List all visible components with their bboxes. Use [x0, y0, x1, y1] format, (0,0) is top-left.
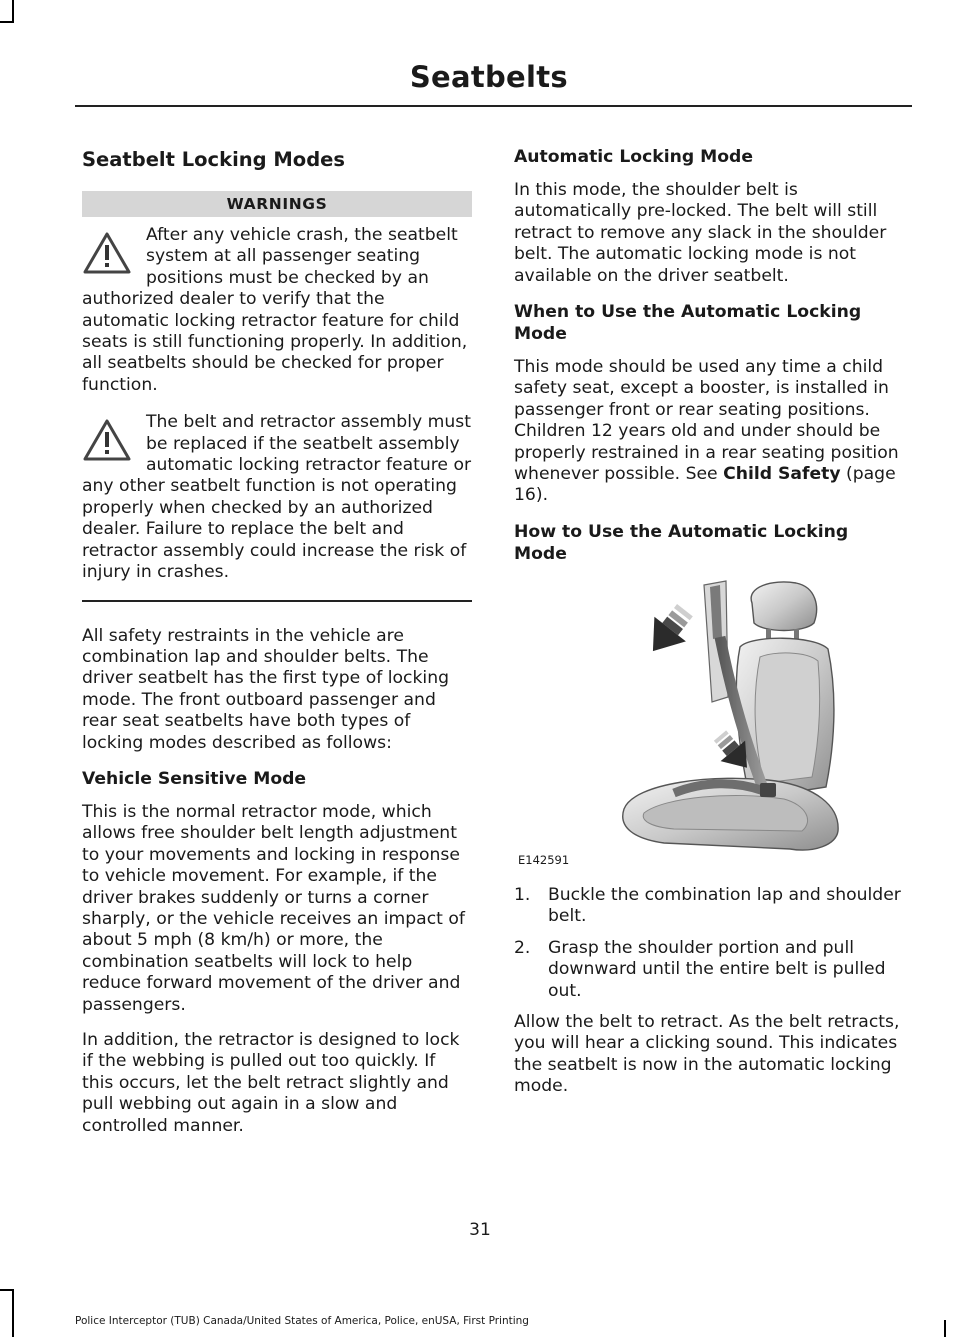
closing-paragraph: Allow the belt to retract. As the belt retracts, you will hear a clicking sound. This indicates the seatbelt is now in the automatic locking mode. — [514, 1011, 900, 1097]
warning-item — [82, 225, 472, 396]
when-to-use-paragraph — [514, 357, 904, 507]
vehicle-sensitive-heading: Vehicle Sensitive Mode — [82, 768, 307, 789]
warnings-end-rule — [82, 600, 472, 602]
list-item — [514, 938, 904, 1002]
right-column — [514, 140, 904, 1112]
warning-triangle-icon — [82, 231, 132, 275]
page-header-title: Seatbelts — [409, 60, 568, 94]
page-number: 31 — [469, 1220, 491, 1240]
how-to-use-heading: How to Use the Automatic Locking Mode — [514, 521, 849, 564]
automatic-locking-heading: Automatic Locking Mode — [514, 147, 754, 167]
vehicle-sensitive-paragraph: This is the normal retractor mode, which allows free shoulder belt length adjustment to your movements and locking in response to vehicle movement. For example, if the driver brakes suddenly or turns a corner sharply, or the vehicle receives an impact of about 5 mph (8 km/h) or more, the combination seatbelts will lock to help reduce forward movement of the driver and passengers. — [82, 801, 465, 1015]
seat-belt-illustration — [514, 577, 904, 867]
step-number: 2. — [514, 937, 531, 958]
header-rule — [75, 105, 912, 107]
list-item — [514, 885, 904, 928]
seat-illustration — [514, 577, 904, 867]
crop-mark — [0, 21, 14, 23]
figure-code: E142591 — [518, 852, 570, 867]
automatic-locking-paragraph: In this mode, the shoulder belt is automatically pre-locked. The belt will still retract to remove any slack in the shoulder belt. The automatic locking mode is not available on the driver seatbelt. — [514, 180, 887, 286]
warnings-heading: WARNINGS — [82, 191, 472, 217]
section-title: Seatbelt Locking Modes — [82, 148, 345, 171]
left-column — [82, 140, 472, 1151]
step-text: Buckle the combination lap and shoulder belt. — [548, 884, 901, 927]
crop-mark — [12, 1290, 14, 1337]
child-safety-link[interactable]: Child Safety — [723, 464, 841, 485]
step-text: Grasp the shoulder portion and pull downward until the entire belt is pulled out. — [548, 937, 886, 1001]
when-to-use-heading: When to Use the Automatic Locking Mode — [514, 302, 862, 345]
when-to-use-text: This mode should be used any time a child safety seat, except a booster, is installed in passenger front or rear seating positions. Children 12 years old and under should be properly restrained in a rear seating position whenever possible. See — [514, 357, 899, 485]
warning-triangle-icon — [82, 418, 132, 462]
vehicle-sensitive-paragraph: In addition, the retractor is designed to lock if the webbing is pulled out too quickly. If this occurs, let the belt retract slightly and pull webbing out again in a slow and controlled manner. — [82, 1030, 460, 1136]
warning-text: After any vehicle crash, the seatbelt system at all passenger seating positions must be checked by an authorized dealer to verify that the automatic locking retractor feature for child seats is still functioning properly. In addition, all seatbelts should be checked for proper function. — [82, 225, 468, 395]
page-reference: (page 16). — [514, 464, 896, 506]
crop-mark — [0, 1289, 14, 1291]
step-number: 1. — [514, 884, 531, 905]
page-footer: Police Interceptor (TUB) Canada/United States of America, Police, enUSA, First Printing — [75, 1315, 529, 1327]
crop-mark — [12, 0, 14, 22]
crop-mark — [944, 1320, 946, 1337]
warning-item — [82, 412, 472, 583]
intro-paragraph: All safety restraints in the vehicle are combination lap and shoulder belts. The driver seatbelt has the first type of locking mode. The front outboard passenger and rear seat seatbelts have both types of locking modes described as follows: — [82, 625, 450, 753]
warning-text: The belt and retractor assembly must be replaced if the seatbelt assembly automatic locking retractor feature or any other seatbelt function is not operating properly when checked by an authorized dealer. Failure to replace the belt and retractor assembly could increase the risk of injury in crashes. — [82, 412, 472, 583]
steps-list — [514, 885, 904, 1002]
